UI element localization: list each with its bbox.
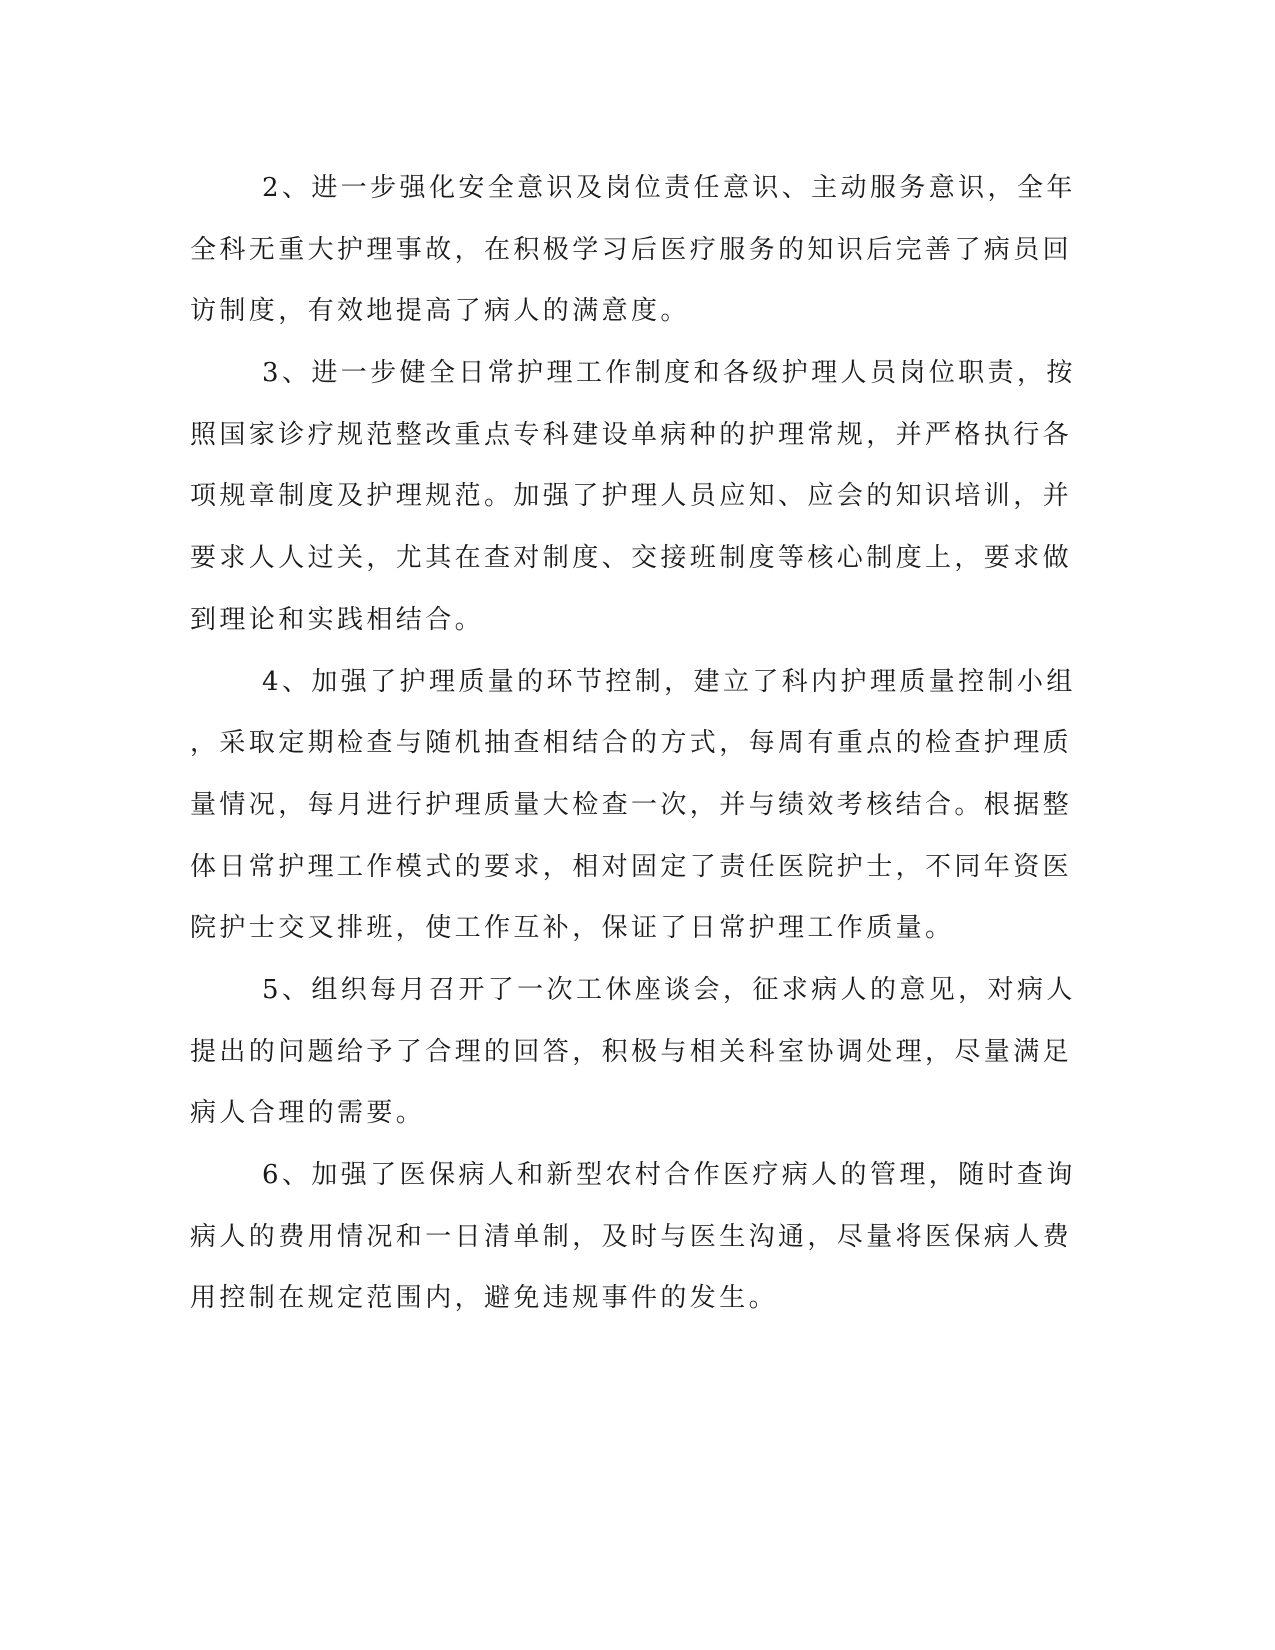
paragraph-6-line-3: 用控制在规定范围内，避免违规事件的发生。 [190,1283,779,1314]
paragraph-3-line-3: 项规章制度及护理规范。加强了护理人员应知、应会的知识培训，并 [190,481,1073,512]
paragraph-2-line-2: 全科无重大护理事故，在积极学习后医疗服务的知识后完善了病员回 [190,234,1073,265]
paragraph-3-line-1: 3、进一步健全日常护理工作制度和各级护理人员岗位职责，按 [262,358,1076,389]
paragraph-3-line-2: 照国家诊疗规范整改重点专科建设单病种的护理常规，并严格执行各 [190,419,1073,450]
paragraph-6-line-2: 病人的费用情况和一日清单制，及时与医生沟通，尽量将医保病人费 [190,1221,1073,1252]
paragraph-3-line-5: 到理论和实践相结合。 [190,604,485,635]
paragraph-2-line-3: 访制度，有效地提高了病人的满意度。 [190,296,690,327]
paragraph-4-line-3: 量情况，每月进行护理质量大检查一次，并与绩效考核结合。根据整 [190,789,1073,820]
paragraph-4-line-2: ，采取定期检查与随机抽查相结合的方式，每周有重点的检查护理质 [190,728,1073,759]
paragraph-4-line-1: 4、加强了护理质量的环节控制，建立了科内护理质量控制小组 [262,666,1076,697]
paragraph-6-line-1: 6、加强了医保病人和新型农村合作医疗病人的管理，随时查询 [262,1160,1076,1190]
paragraph-5-line-2: 提出的问题给予了合理的回答，积极与相关科室协调处理，尽量满足 [190,1036,1073,1067]
document-body [190,158,1076,1330]
paragraph-4-line-5: 院护士交叉排班，使工作互补，保证了日常护理工作质量。 [190,913,955,944]
paragraph-5-line-1: 5、组织每月召开了一次工休座谈会，征求病人的意见，对病人 [262,974,1076,1005]
paragraph-2-line-1: 2、进一步强化安全意识及岗位责任意识、主动服务意识，全年 [262,173,1076,203]
paragraph-3-line-4: 要求人人过关，尤其在查对制度、交接班制度等核心制度上，要求做 [190,543,1073,574]
paragraph-5-line-3: 病人合理的需要。 [190,1098,426,1129]
paragraph-4-line-4: 体日常护理工作模式的要求，相对固定了责任医院护士，不同年资医 [190,851,1073,882]
